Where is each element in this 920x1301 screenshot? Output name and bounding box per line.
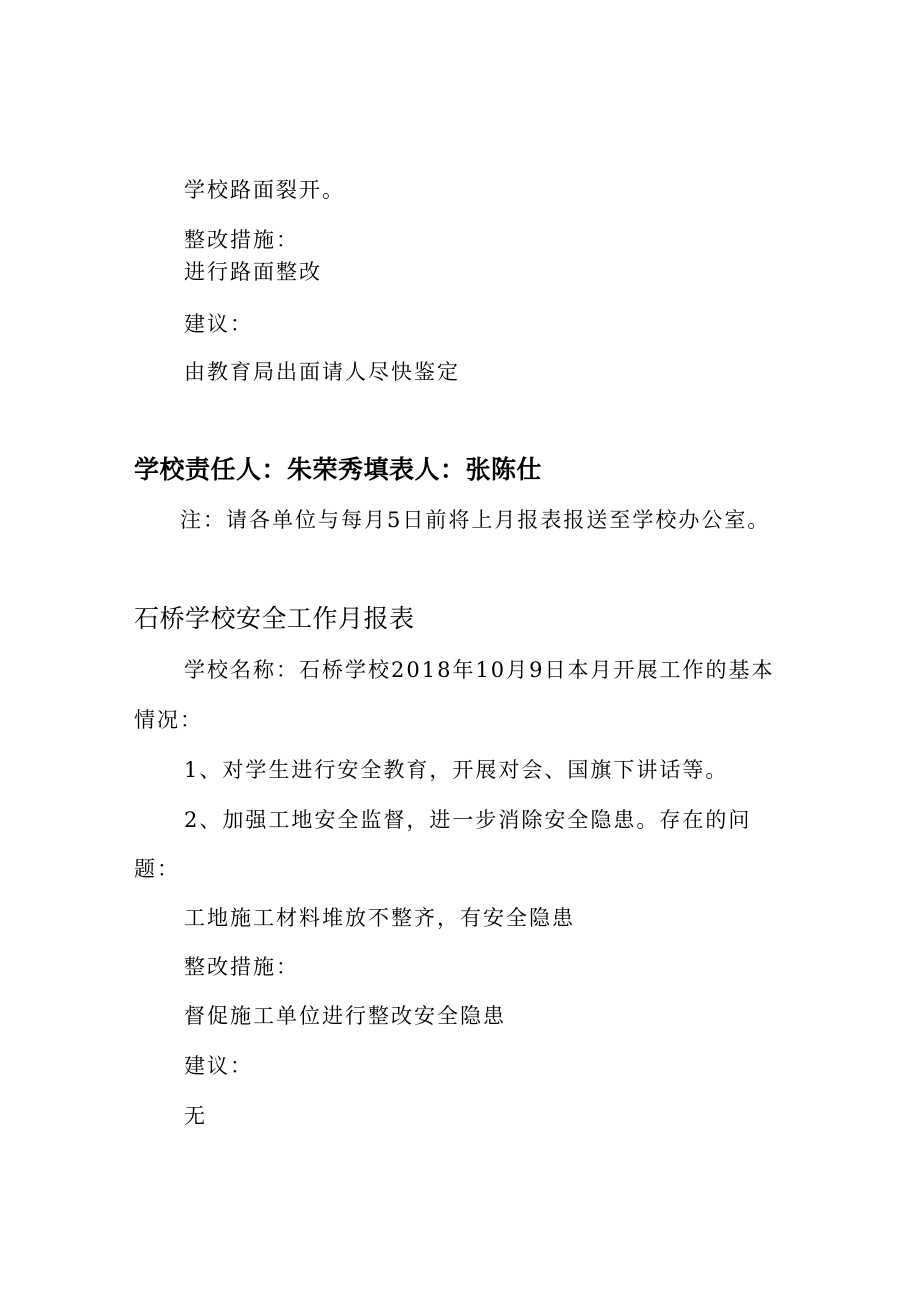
suggestion-text: 由教育局出面请人尽快鉴定	[184, 360, 460, 384]
signature-line: 学校责任人：朱荣秀填表人：张陈仕	[134, 455, 543, 484]
problem-text: 学校路面裂开。	[184, 178, 345, 202]
measures-text: 进行路面整改	[184, 260, 322, 284]
work-item-2-line-1: 2、加强工地安全监督，进一步消除安全隐患。存在的问	[184, 808, 752, 832]
work-item-1: 1、对学生进行安全教育，开展对会、国旗下讲话等。	[184, 758, 729, 782]
intro-line-2: 情况：	[134, 708, 203, 732]
measures-text-2: 督促施工单位进行整改安全隐患	[184, 1004, 506, 1028]
intro-line-1: 学校名称：石桥学校2018年10月9日本月开展工作的基本	[184, 658, 775, 682]
report-title: 石桥学校安全工作月报表	[134, 604, 415, 633]
suggestion-text-2: 无	[184, 1104, 207, 1128]
measures-label: 整改措施：	[184, 228, 299, 252]
suggestion-label: 建议：	[184, 312, 253, 336]
work-item-2-line-2: 题：	[134, 857, 180, 881]
problem-text-2: 工地施工材料堆放不整齐，有安全隐患	[184, 906, 575, 930]
note-text: 注：请各单位与每月5日前将上月报表报送至学校办公室。	[180, 508, 771, 532]
suggestion-label-2: 建议：	[184, 1054, 253, 1078]
measures-label-2: 整改措施：	[184, 955, 299, 979]
